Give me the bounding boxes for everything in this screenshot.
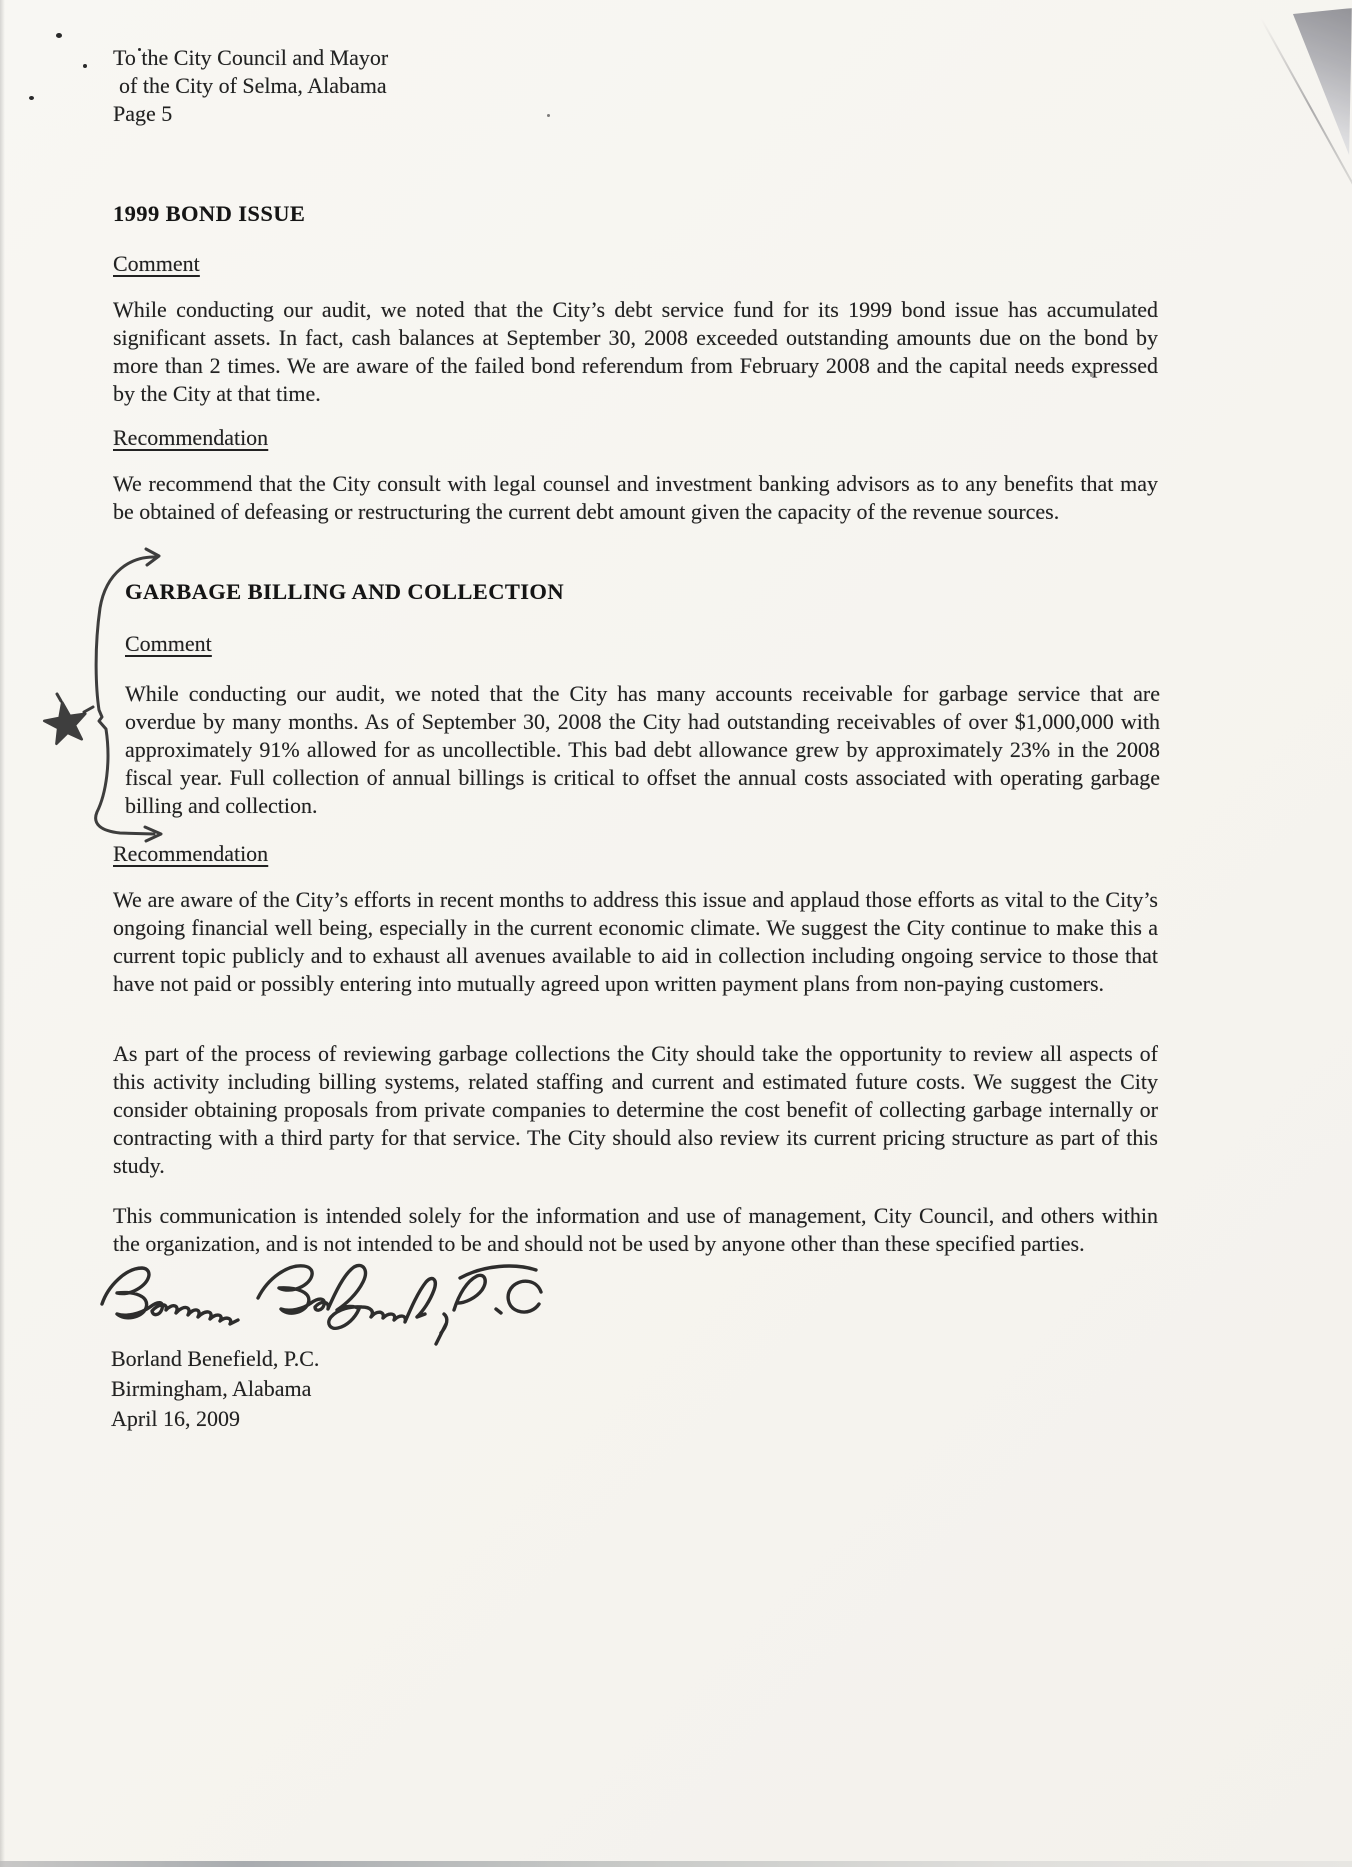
- signer-firm: Borland Benefield, P.C.: [111, 1346, 320, 1371]
- recommendation-paragraph: We recommend that the City consult with legal counsel and investment banking advisors as to any benefits that may be obtained of defeasing or restructuring the current debt amount given the capacity of the revenue sources.: [113, 471, 1158, 524]
- signature-block: [111, 1344, 319, 1434]
- recommendation-paragraph: As part of the process of reviewing garbage collections the City should take the opportunity to review all aspects of this activity including billing systems, related staffing and current and estimated future costs. We suggest the City consider obtaining proposals from private companies to determine the cost benefit of collecting garbage internally or contracting with a third party for that service. The City should also review its current pricing structure as part of this study.: [113, 1041, 1158, 1178]
- recipient-block: [113, 44, 388, 128]
- recommendation-paragraph: We are aware of the City’s efforts in recent months to address this issue and applaud those efforts as vital to the City’s ongoing financial well being, especially in the current economic climate. We suggest the City continue to make this a current topic publicly and to exhaust all avenues available to aid in collection including ongoing service to those that have not paid or possibly entering into mutually agreed upon written payment plans from non-paying customers.: [113, 887, 1158, 996]
- recommendation-label: Recommendation: [113, 841, 269, 866]
- ink-speck: [56, 33, 62, 38]
- comment-label: Comment: [113, 251, 200, 276]
- star-annotation-icon: [44, 702, 85, 744]
- closing-paragraph: This communication is intended solely for the information and use of management, City Council, and others within the organization, and is not intended to be and should not be used by anyone other than these specified parties.: [113, 1203, 1158, 1256]
- ink-speck: [29, 96, 34, 100]
- recipient-line: of the City of Selma, Alabama: [119, 73, 387, 98]
- comment-label: Comment: [125, 631, 212, 656]
- recommendation-label: Recommendation: [113, 425, 269, 450]
- signer-date: April 16, 2009: [111, 1406, 240, 1431]
- comment-paragraph: While conducting our audit, we noted that the City has many accounts receivable for garbage service that are overdue by many months. As of September 30, 2008 the City had outstanding receivables of over $1,000,000 with approximately 91% allowed for as uncollectible. This bad debt allowance grew by approximately 23% in the 2008 fiscal year. Full collection of annual billings is critical to offset the annual costs associated with operating garbage billing and collection.: [125, 681, 1160, 818]
- page-fold-shadow: [1280, 8, 1352, 158]
- section-title-1999-bond-issue: 1999 BOND ISSUE: [113, 201, 306, 226]
- scan-edge-bottom: [0, 1861, 1352, 1867]
- comment-paragraph: While conducting our audit, we noted that the City’s debt service fund for its 1999 bond issue has accumulated significant assets. In fact, cash balances at September 30, 2008 exceeded outstanding amounts due on the bond by more than 2 times. We are aware of the failed bond referendum from February 2008 and the capital needs expressed by the City at that time.: [113, 297, 1158, 406]
- recipient-line: To the City Council and Mayor: [113, 45, 389, 70]
- section-title-garbage-billing: GARBAGE BILLING AND COLLECTION: [125, 579, 564, 604]
- handwritten-signature: [92, 1252, 562, 1352]
- scan-edge-left: [0, 0, 5, 1867]
- recipient-line: Page 5: [113, 101, 173, 126]
- ink-speck: [547, 114, 550, 117]
- signer-city: Birmingham, Alabama: [111, 1376, 312, 1401]
- ink-speck: [83, 64, 87, 68]
